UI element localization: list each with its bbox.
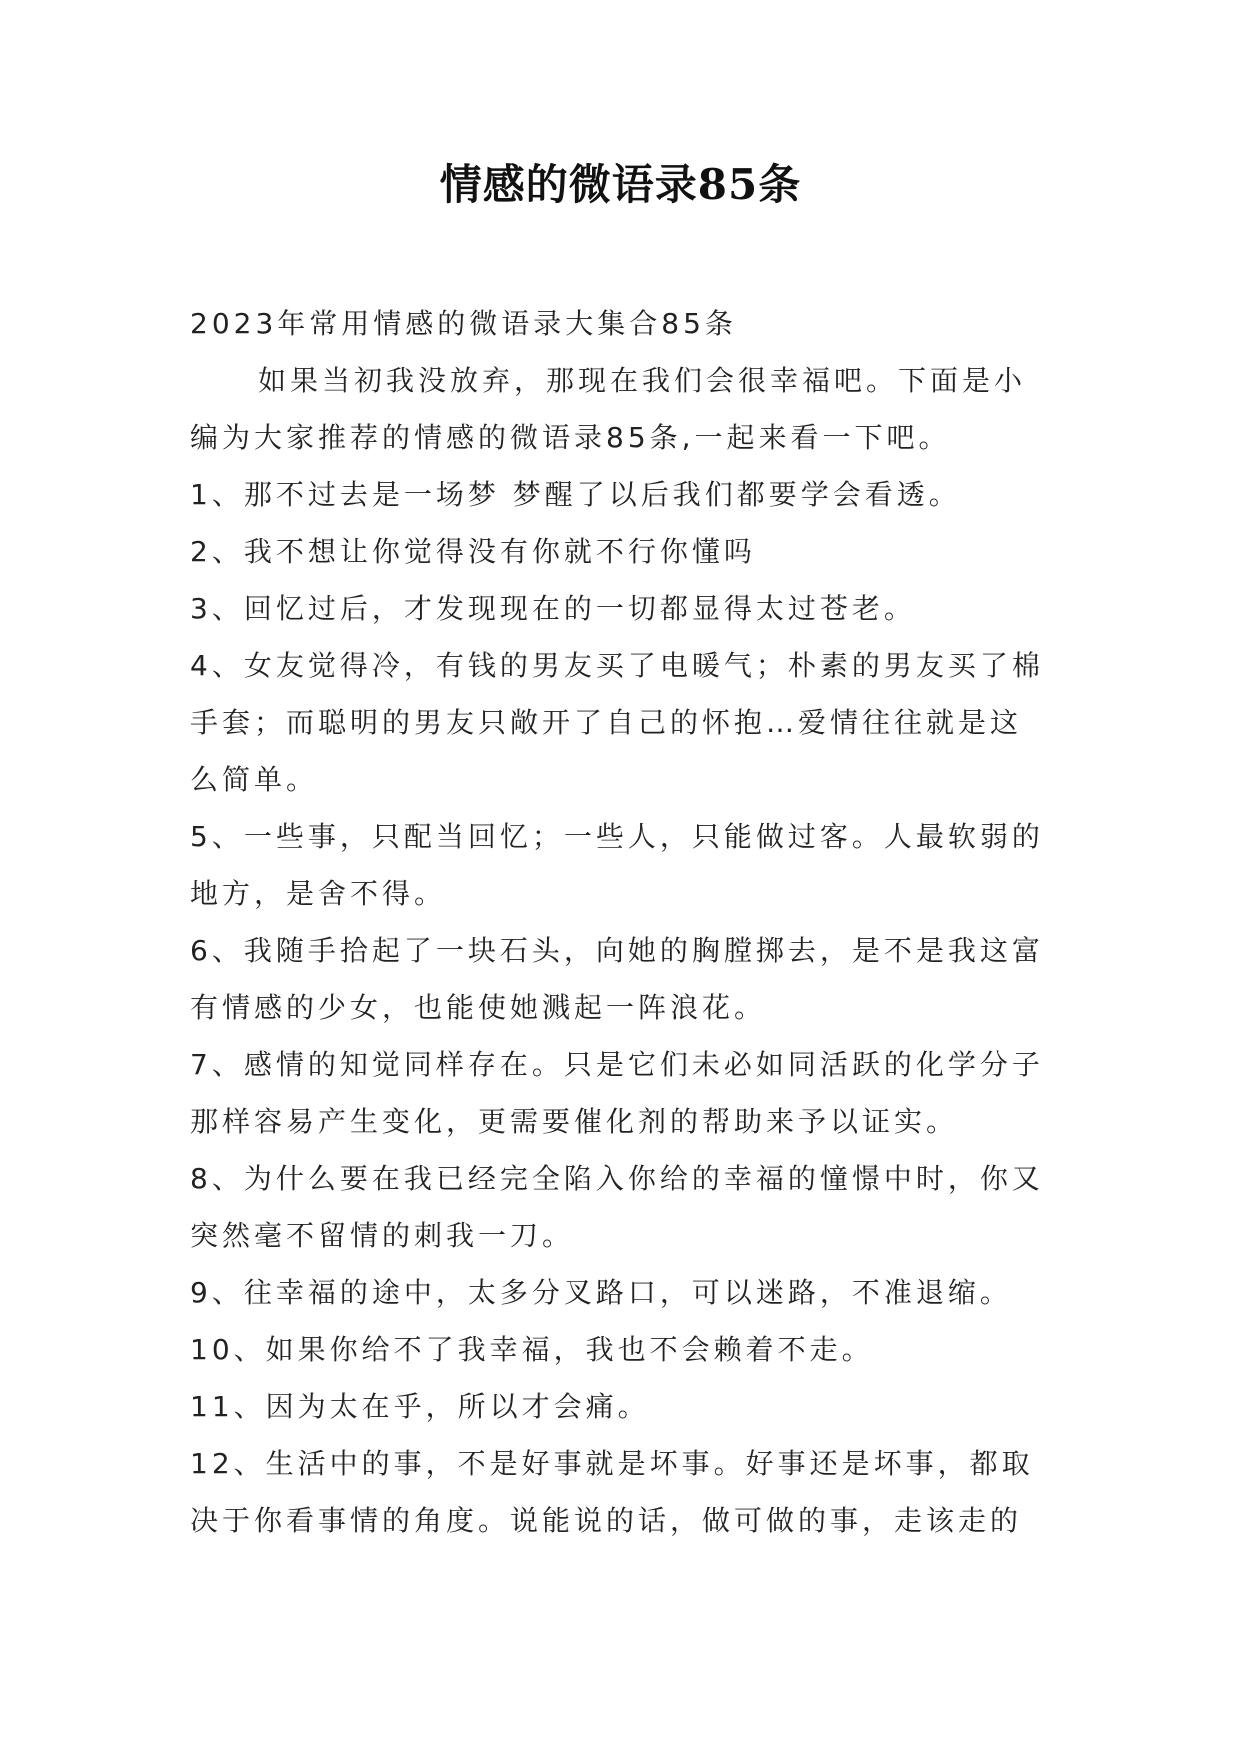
list-item: 10、如果你给不了我幸福，我也不会赖着不走。 [190,1333,874,1366]
list-item: 3、回忆过后，才发现现在的一切都显得太过苍老。 [190,592,916,625]
list-item: 11、因为太在乎，所以才会痛。 [190,1390,650,1423]
list-item: 4、女友觉得冷，有钱的男友买了电暖气；朴素的男友买了棉手套；而聪明的男友只敞开了自己的怀抱…爱情往往就是这么简单。 [190,649,1044,796]
intro-paragraph: 如果当初我没放弃，那现在我们会很幸福吧。下面是小编为大家推荐的情感的微语录85条,一起来看一下吧。 [190,364,1027,454]
list-item: 1、那不过去是一场梦 梦醒了以后我们都要学会看透。 [190,478,961,511]
list-item: 9、往幸福的途中，太多分叉路口，可以迷路，不准退缩。 [190,1276,1012,1309]
list-item: 12、生活中的事，不是好事就是坏事。好事还是坏事，都取决于你看事情的角度。说能说的话，做可做的事，走该走的 [190,1447,1034,1537]
list-item: 8、为什么要在我已经完全陷入你给的幸福的憧憬中时，你又突然毫不留情的刺我一刀。 [190,1162,1044,1252]
list-item: 7、感情的知觉同样存在。只是它们未必如同活跃的化学分子那样容易产生变化，更需要催化剂的帮助来予以证实。 [190,1048,1044,1138]
list-item: 5、一些事，只配当回忆；一些人，只能做过客。人最软弱的地方，是舍不得。 [190,820,1044,910]
document-title: 情感的微语录85条 [439,160,802,209]
document-body [190,295,1050,1549]
list-item: 6、我随手拾起了一块石头，向她的胸膛掷去，是不是我这富有情感的少女，也能使她溅起一阵浪花。 [190,934,1044,1024]
list-item: 2、我不想让你觉得没有你就不行你懂吗 [190,535,756,568]
document-subtitle: 2023年常用情感的微语录大集合85条 [190,307,737,340]
